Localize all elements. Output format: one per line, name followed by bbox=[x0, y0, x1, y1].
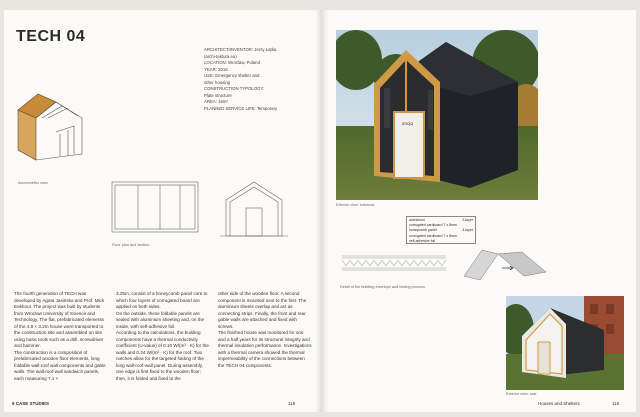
meta-line: AREA: 16m² bbox=[204, 99, 228, 104]
meta-line: USE: Emergency shelter and bbox=[204, 73, 260, 78]
text-column-2: 3.25m, consist of a honeycomb panel core to which four layers of corrugated board are applied on both sides. On the outside, these foldable panels are sealed with aluminium sheeting and, on the inside, with self-adhesive foil. According to the calculations, the building components have a thermal conductivity coefficient (U-value) of 0.10 W/(m² · K) for the walls and 0.34 W/(m² · K) for the roof. Two notches allow for the targeted folding of the long wall-roof-wall panel. During assembly, one edge is first fixed to the wooden floor; then, it is folded and fixed to the bbox=[116, 291, 209, 381]
project-meta bbox=[204, 47, 316, 112]
legend-item: corrugated cardboard 7 x 8mm bbox=[409, 223, 457, 228]
meta-line: PLANNED SERVICE LIFE: Temporary bbox=[204, 105, 278, 111]
text-column-3: other side of the wooden floor. A second component is mounted next to the first. The aluminium sheets overlap and act as connecting strips. Finally, the front and rear gable walls are attached and fixed with screws. The finished house was monitored for one and a half years for its structural integrity and thermal insulation performance. Investigations with a thermal camera showed the thermal impermeability of the connections between the TECH 04 components. bbox=[218, 291, 312, 368]
door-sign: ancjq bbox=[402, 121, 413, 126]
caption-detail: Detail of the building envelope and folding process bbox=[340, 285, 425, 289]
envelope-detail-drawing bbox=[340, 248, 448, 278]
caption-photo-bottom: Exterior view: rear bbox=[506, 392, 537, 396]
footer-section: 6 CASE STUDIES bbox=[12, 401, 50, 406]
left-page bbox=[4, 10, 322, 412]
legend-item: self-adhesive foil bbox=[409, 238, 436, 243]
meta-line: Plate structure bbox=[204, 92, 232, 98]
folding-diagram bbox=[458, 242, 550, 282]
legend-item: aluminium bbox=[409, 218, 425, 222]
footer-page-right: 119 bbox=[612, 401, 620, 406]
right-page bbox=[322, 10, 636, 412]
caption-axonometric: Axonometric view bbox=[18, 181, 48, 185]
photo-entrance bbox=[336, 30, 538, 200]
legend-item: corrugated cardboard 7 x 8mm bbox=[409, 233, 457, 238]
meta-line: (archi-tektura.eu) bbox=[204, 53, 237, 59]
caption-plan: Floor plan and section bbox=[112, 243, 150, 247]
meta-line: LOCATION: Wroclaw, Poland bbox=[204, 60, 260, 65]
legend-note: 3-layer bbox=[462, 228, 473, 233]
meta-line: ARCHITECT/INVENTOR: Jerzy Łątka bbox=[204, 47, 277, 52]
page-title: TECH 04 bbox=[16, 28, 86, 45]
meta-line: other housing bbox=[204, 79, 231, 85]
axonometric-drawing bbox=[12, 80, 92, 180]
text-column-1: The fourth generation of TECH was developed by Agata Jasińska and Prof. Mick Eekhout. The project was built by students from Wroclaw University of Science and Technology. The flat, prefabricated elements of the 4.8 × 3.2m house were transported to the construction site and assembled on site using basic tools such as a drill, screwdriver and hammer. The construction is a composition of prefabricated wooden floor elements, long foldable wall-roof wall components and gable walls. The wall-roof-wall sandwich panels, each measuring 7.1 × bbox=[14, 291, 106, 381]
caption-photo-top: Exterior view: entrance bbox=[336, 203, 375, 207]
footer-chapter: Houses and Shelters bbox=[538, 401, 580, 406]
section-drawing bbox=[218, 176, 290, 242]
floor-plan-drawing bbox=[108, 178, 204, 242]
footer-page-left: 118 bbox=[288, 401, 296, 406]
photo-rear bbox=[506, 296, 624, 390]
legend-note: 2-layer bbox=[462, 218, 473, 222]
material-legend bbox=[406, 216, 476, 244]
meta-line: YEAR: 2016 bbox=[204, 66, 228, 72]
meta-line: CONSTRUCTION TYPOLOGY: bbox=[204, 86, 265, 91]
legend-item: honeycomb panel bbox=[409, 228, 437, 233]
